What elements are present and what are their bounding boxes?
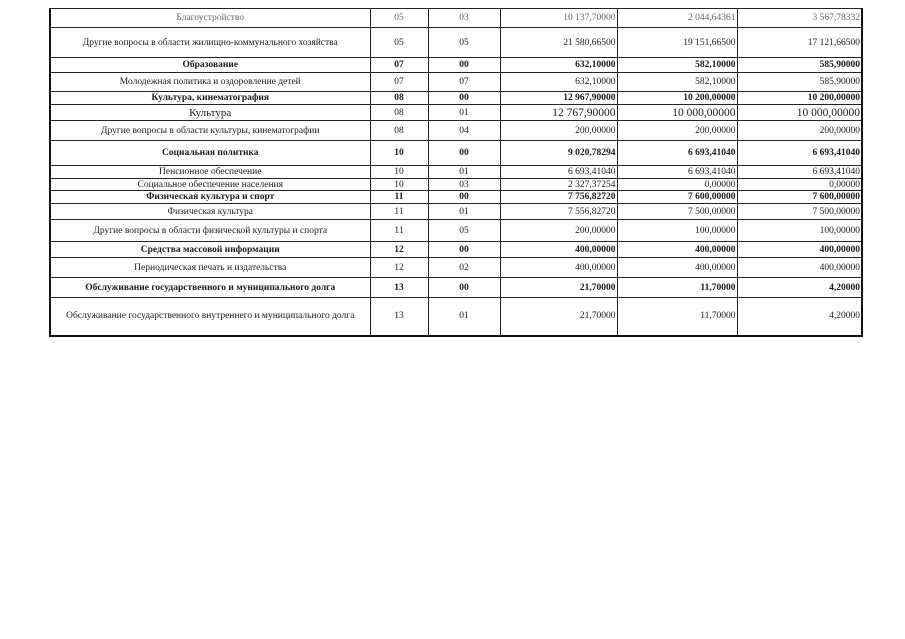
cell-amount-3: 6 693,41040 bbox=[737, 141, 862, 166]
cell-amount-2: 7 500,00000 bbox=[617, 204, 737, 220]
cell-subsection-code: 03 bbox=[428, 179, 500, 191]
cell-section-code: 13 bbox=[370, 298, 428, 336]
cell-amount-1: 12 767,90000 bbox=[500, 105, 617, 121]
cell-amount-1: 632,10000 bbox=[500, 73, 617, 92]
cell-name: Обслуживание государственного и муниципального долга bbox=[50, 278, 370, 298]
cell-amount-2: 19 151,66500 bbox=[617, 28, 737, 58]
cell-name: Физическая культура bbox=[50, 204, 370, 220]
cell-subsection-code: 00 bbox=[428, 278, 500, 298]
section-row bbox=[50, 141, 862, 166]
cell-name: Другие вопросы в области физической культуры и спорта bbox=[50, 220, 370, 242]
cell-section-code: 08 bbox=[370, 121, 428, 141]
cell-amount-2: 582,10000 bbox=[617, 58, 737, 73]
cell-section-code: 07 bbox=[370, 73, 428, 92]
cell-amount-1: 21,70000 bbox=[500, 278, 617, 298]
cell-section-code: 11 bbox=[370, 191, 428, 204]
cell-name: Средства массовой информации bbox=[50, 242, 370, 258]
cell-section-code: 11 bbox=[370, 204, 428, 220]
cell-amount-3: 585,90000 bbox=[737, 58, 862, 73]
cell-amount-2: 200,00000 bbox=[617, 121, 737, 141]
cell-subsection-code: 00 bbox=[428, 58, 500, 73]
table-row bbox=[50, 9, 862, 28]
cell-subsection-code: 07 bbox=[428, 73, 500, 92]
cell-amount-1: 200,00000 bbox=[500, 220, 617, 242]
table-row bbox=[50, 121, 862, 141]
cell-amount-3: 10 200,00000 bbox=[737, 92, 862, 105]
cell-amount-2: 2 044,64361 bbox=[617, 9, 737, 28]
cell-amount-1: 9 020,78294 bbox=[500, 141, 617, 166]
cell-name: Социальная политика bbox=[50, 141, 370, 166]
cell-amount-1: 632,10000 bbox=[500, 58, 617, 73]
cell-subsection-code: 01 bbox=[428, 204, 500, 220]
cell-section-code: 12 bbox=[370, 242, 428, 258]
cell-section-code: 12 bbox=[370, 258, 428, 278]
cell-amount-3: 6 693,41040 bbox=[737, 166, 862, 179]
table-row bbox=[50, 166, 862, 179]
cell-amount-3: 400,00000 bbox=[737, 242, 862, 258]
cell-subsection-code: 01 bbox=[428, 166, 500, 179]
cell-name: Благоустройство bbox=[50, 9, 370, 28]
cell-subsection-code: 00 bbox=[428, 92, 500, 105]
cell-amount-1: 400,00000 bbox=[500, 258, 617, 278]
cell-name: Обслуживание государственного внутреннего и муниципального долга bbox=[50, 298, 370, 336]
cell-amount-1: 21,70000 bbox=[500, 298, 617, 336]
cell-amount-3: 400,00000 bbox=[737, 258, 862, 278]
cell-section-code: 08 bbox=[370, 105, 428, 121]
table-row bbox=[50, 298, 862, 336]
cell-amount-2: 400,00000 bbox=[617, 242, 737, 258]
cell-amount-2: 11,70000 bbox=[617, 298, 737, 336]
cell-name: Другие вопросы в области культуры, кинематографии bbox=[50, 121, 370, 141]
cell-amount-2: 100,00000 bbox=[617, 220, 737, 242]
cell-subsection-code: 00 bbox=[428, 141, 500, 166]
cell-subsection-code: 00 bbox=[428, 242, 500, 258]
cell-section-code: 10 bbox=[370, 166, 428, 179]
cell-amount-3: 4,20000 bbox=[737, 298, 862, 336]
table-row bbox=[50, 220, 862, 242]
cell-section-code: 05 bbox=[370, 9, 428, 28]
cell-amount-3: 7 600,00000 bbox=[737, 191, 862, 204]
cell-name: Молодежная политика и оздоровление детей bbox=[50, 73, 370, 92]
cell-amount-3: 200,00000 bbox=[737, 121, 862, 141]
cell-amount-3: 100,00000 bbox=[737, 220, 862, 242]
cell-amount-2: 11,70000 bbox=[617, 278, 737, 298]
cell-amount-1: 7 756,82720 bbox=[500, 191, 617, 204]
table-row bbox=[50, 73, 862, 92]
cell-subsection-code: 01 bbox=[428, 105, 500, 121]
cell-subsection-code: 04 bbox=[428, 121, 500, 141]
cell-subsection-code: 01 bbox=[428, 298, 500, 336]
section-row bbox=[50, 242, 862, 258]
cell-section-code: 13 bbox=[370, 278, 428, 298]
cell-name: Образование bbox=[50, 58, 370, 73]
table-body bbox=[50, 9, 862, 336]
cell-amount-3: 0,00000 bbox=[737, 179, 862, 191]
cell-amount-1: 200,00000 bbox=[500, 121, 617, 141]
cell-subsection-code: 00 bbox=[428, 191, 500, 204]
cell-section-code: 05 bbox=[370, 28, 428, 58]
cell-subsection-code: 05 bbox=[428, 28, 500, 58]
cell-subsection-code: 03 bbox=[428, 9, 500, 28]
cell-amount-3: 10 000,00000 bbox=[737, 105, 862, 121]
budget-table bbox=[49, 8, 863, 337]
cell-amount-2: 6 693,41040 bbox=[617, 141, 737, 166]
cell-amount-2: 10 000,00000 bbox=[617, 105, 737, 121]
cell-section-code: 10 bbox=[370, 179, 428, 191]
cell-amount-1: 7 556,82720 bbox=[500, 204, 617, 220]
cell-amount-1: 400,00000 bbox=[500, 242, 617, 258]
cell-amount-3: 4,20000 bbox=[737, 278, 862, 298]
cell-section-code: 10 bbox=[370, 141, 428, 166]
cell-name: Другие вопросы в области жилищно-коммунального хозяйства bbox=[50, 28, 370, 58]
cell-section-code: 11 bbox=[370, 220, 428, 242]
table-row bbox=[50, 179, 862, 191]
cell-amount-2: 582,10000 bbox=[617, 73, 737, 92]
cell-amount-1: 10 137,70000 bbox=[500, 9, 617, 28]
section-row bbox=[50, 58, 862, 73]
cell-amount-1: 6 693,41040 bbox=[500, 166, 617, 179]
cell-subsection-code: 05 bbox=[428, 220, 500, 242]
section-row bbox=[50, 191, 862, 204]
cell-amount-2: 7 600,00000 bbox=[617, 191, 737, 204]
section-row bbox=[50, 278, 862, 298]
table-row bbox=[50, 258, 862, 278]
cell-amount-1: 12 967,90000 bbox=[500, 92, 617, 105]
cell-amount-3: 7 500,00000 bbox=[737, 204, 862, 220]
cell-amount-1: 2 327,37254 bbox=[500, 179, 617, 191]
cell-section-code: 07 bbox=[370, 58, 428, 73]
cell-name: Пенсионное обеспечение bbox=[50, 166, 370, 179]
cell-amount-3: 3 567,78332 bbox=[737, 9, 862, 28]
cell-amount-3: 585,90000 bbox=[737, 73, 862, 92]
cell-name: Физическая культура и спорт bbox=[50, 191, 370, 204]
cell-section-code: 08 bbox=[370, 92, 428, 105]
cell-amount-2: 400,00000 bbox=[617, 258, 737, 278]
cell-name: Культура, кинематография bbox=[50, 92, 370, 105]
cell-name: Периодическая печать и издательства bbox=[50, 258, 370, 278]
cell-name: Культура bbox=[50, 105, 370, 121]
cell-amount-2: 6 693,41040 bbox=[617, 166, 737, 179]
cell-amount-2: 0,00000 bbox=[617, 179, 737, 191]
cell-subsection-code: 02 bbox=[428, 258, 500, 278]
table-row bbox=[50, 105, 862, 121]
cell-amount-1: 21 580,66500 bbox=[500, 28, 617, 58]
cell-amount-3: 17 121,66500 bbox=[737, 28, 862, 58]
table-row bbox=[50, 28, 862, 58]
cell-name: Социальное обеспечение населения bbox=[50, 179, 370, 191]
section-row bbox=[50, 92, 862, 105]
table-row bbox=[50, 204, 862, 220]
cell-amount-2: 10 200,00000 bbox=[617, 92, 737, 105]
